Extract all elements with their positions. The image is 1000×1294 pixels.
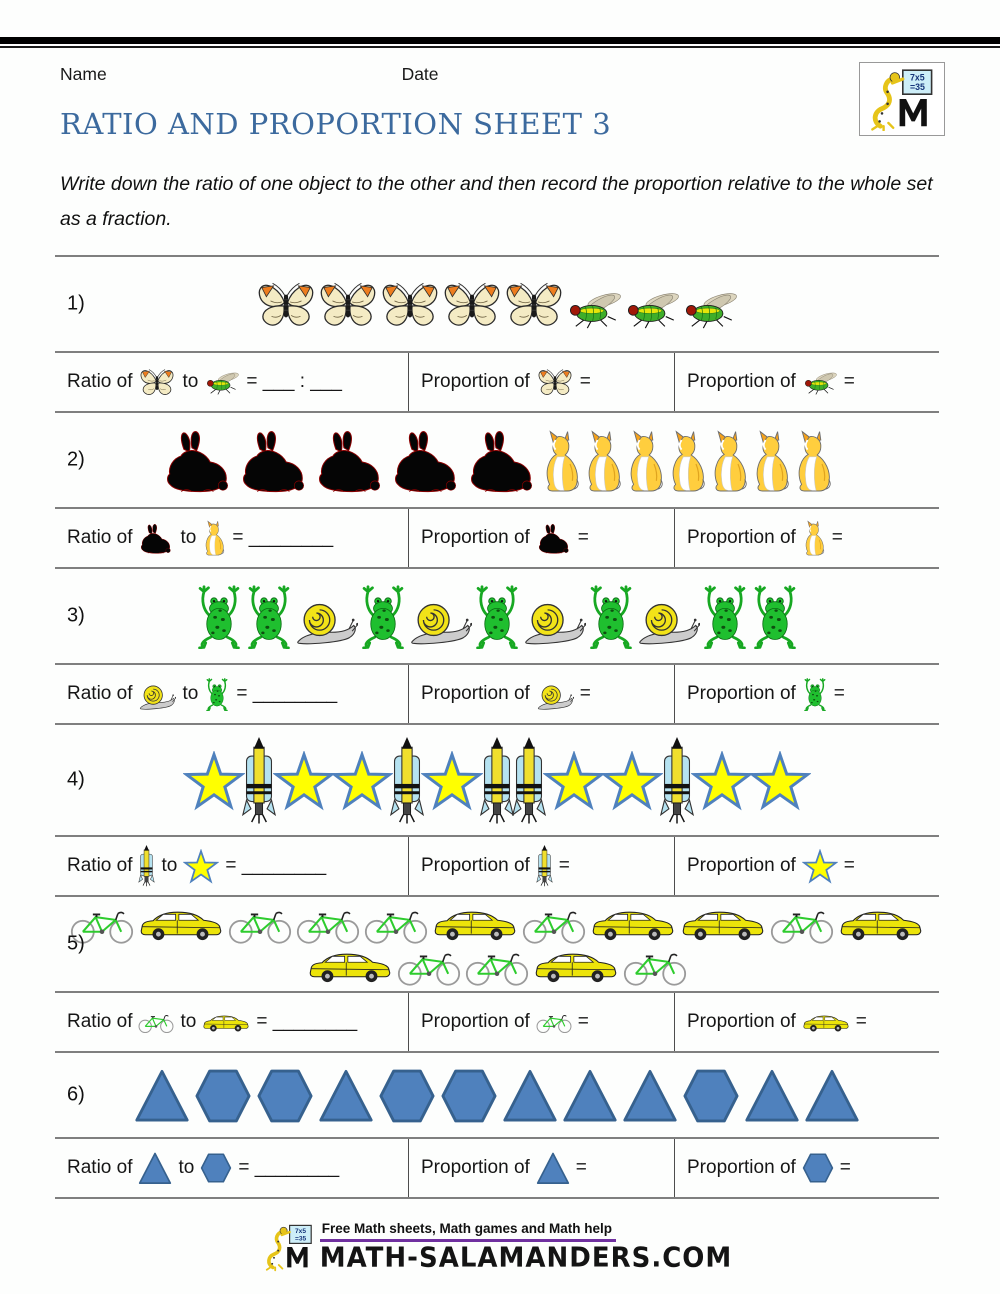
rocket-icon xyxy=(479,737,515,825)
proportion-equals: = xyxy=(558,855,570,877)
fly-icon xyxy=(681,289,739,329)
ratio-label: Ratio of xyxy=(67,855,133,877)
icon-line xyxy=(68,903,926,945)
rocket-icon xyxy=(138,845,155,887)
ratio-answer-blank: = ________ xyxy=(238,1157,340,1179)
star-icon xyxy=(601,751,663,811)
ratio-cell[interactable] xyxy=(55,665,408,723)
proportion-a-cell[interactable] xyxy=(408,509,674,567)
bike-icon xyxy=(770,903,834,945)
bike-icon xyxy=(138,1010,174,1034)
triangle-icon xyxy=(562,1067,618,1125)
triangle-icon xyxy=(804,1067,860,1125)
triangle-icon xyxy=(138,1151,172,1186)
ratio-answer-blank: = ________ xyxy=(225,855,327,877)
top-rule xyxy=(0,37,1000,48)
triangle-icon xyxy=(622,1067,678,1125)
object-set xyxy=(55,1053,939,1137)
rocket-icon xyxy=(389,737,425,825)
bike-icon xyxy=(364,903,428,945)
hexagon-icon xyxy=(378,1067,436,1125)
triangle-icon xyxy=(502,1067,558,1125)
rocket-icon xyxy=(511,737,547,825)
car-icon xyxy=(802,1012,850,1033)
ratio-cell[interactable] xyxy=(55,509,408,567)
proportion-label: Proportion of xyxy=(687,1157,796,1179)
site-logo xyxy=(859,62,945,136)
ratio-answer-blank: = ___ : ___ xyxy=(246,371,342,393)
fly-icon xyxy=(802,370,838,395)
car-icon xyxy=(432,905,518,943)
bike-icon xyxy=(536,1010,572,1034)
cat-icon xyxy=(666,428,708,494)
star-icon xyxy=(183,849,219,884)
object-set xyxy=(55,725,939,835)
proportion-equals: = xyxy=(577,527,589,549)
fly-icon xyxy=(565,289,623,329)
frog-icon xyxy=(586,585,636,649)
proportion-a-cell[interactable] xyxy=(408,353,674,411)
icon-line xyxy=(185,737,809,825)
proportion-label: Proportion of xyxy=(421,1157,530,1179)
rocket-icon xyxy=(536,845,553,887)
cat-icon xyxy=(540,428,582,494)
proportion-label: Proportion of xyxy=(421,527,530,549)
object-set xyxy=(55,569,939,663)
proportion-b-cell[interactable] xyxy=(674,837,939,895)
butterfly-icon xyxy=(317,279,379,331)
frog-icon xyxy=(802,678,828,711)
footer xyxy=(55,1221,939,1273)
ratio-label: Ratio of xyxy=(67,1157,133,1179)
problem-number: 5) xyxy=(67,932,85,955)
butterfly-icon xyxy=(441,279,503,331)
rabbit-icon xyxy=(464,429,540,493)
hexagon-icon xyxy=(682,1067,740,1125)
ratio-cell[interactable] xyxy=(55,1139,408,1197)
frog-icon xyxy=(750,585,800,649)
ratio-to-label: to xyxy=(182,371,199,393)
date-label: Date xyxy=(401,64,439,84)
ratio-cell[interactable] xyxy=(55,837,408,895)
fly-icon xyxy=(623,289,681,329)
object-set xyxy=(55,413,939,507)
proportion-label: Proportion of xyxy=(687,683,796,705)
star-icon xyxy=(691,751,753,811)
butterfly-icon xyxy=(503,279,565,331)
hexagon-icon xyxy=(802,1152,834,1184)
snail-icon xyxy=(522,601,586,647)
ratio-to-label: to xyxy=(161,855,178,877)
proportion-label: Proportion of xyxy=(421,1011,530,1033)
car-icon xyxy=(138,905,224,943)
bike-icon xyxy=(465,945,529,987)
ratio-label: Ratio of xyxy=(67,683,133,705)
rabbit-icon xyxy=(312,429,388,493)
answer-row xyxy=(55,1137,939,1199)
snail-icon xyxy=(636,601,700,647)
proportion-a-cell[interactable] xyxy=(408,1139,674,1197)
ratio-label: Ratio of xyxy=(67,1011,133,1033)
star-icon xyxy=(331,751,393,811)
ratio-to-label: to xyxy=(182,683,199,705)
triangle-icon xyxy=(744,1067,800,1125)
snail-icon xyxy=(408,601,472,647)
frog-icon xyxy=(194,585,244,649)
footer-tagline: Free Math sheets, Math games and Math help xyxy=(320,1221,616,1242)
star-icon xyxy=(421,751,483,811)
proportion-label: Proportion of xyxy=(687,1011,796,1033)
icon-line xyxy=(160,428,834,494)
star-icon xyxy=(802,849,838,884)
car-icon xyxy=(533,947,619,985)
problem-number: 1) xyxy=(67,292,85,315)
snail-icon xyxy=(536,684,574,711)
footer-site-name[interactable]: MATH-SALAMANDERS.COM xyxy=(319,1242,733,1274)
proportion-label: Proportion of xyxy=(687,527,796,549)
frog-icon xyxy=(700,585,750,649)
snail-icon xyxy=(294,601,358,647)
problem-number: 2) xyxy=(67,448,85,471)
problem-2 xyxy=(55,413,939,569)
answer-row xyxy=(55,507,939,569)
salamander-logo-icon xyxy=(262,1222,316,1272)
proportion-b-cell[interactable] xyxy=(674,993,939,1051)
butterfly-icon xyxy=(138,367,176,398)
rocket-icon xyxy=(659,737,695,825)
cat-icon xyxy=(624,428,666,494)
answer-row xyxy=(55,351,939,413)
object-set xyxy=(55,257,939,351)
frog-icon xyxy=(204,678,230,711)
cat-icon xyxy=(750,428,792,494)
problem-1 xyxy=(55,257,939,413)
hexagon-icon xyxy=(440,1067,498,1125)
proportion-equals: = xyxy=(839,1157,851,1179)
icon-line xyxy=(132,1067,862,1125)
car-icon xyxy=(202,1012,250,1033)
rabbit-icon xyxy=(138,523,174,554)
page-title: RATIO AND PROPORTION SHEET 3 xyxy=(60,107,612,141)
car-icon xyxy=(590,905,676,943)
ratio-cell[interactable] xyxy=(55,993,408,1051)
cat-icon xyxy=(202,519,226,557)
fly-icon xyxy=(204,370,240,395)
frog-icon xyxy=(358,585,408,649)
name-label: Name xyxy=(60,64,107,84)
problem-number: 4) xyxy=(67,768,85,791)
answer-row xyxy=(55,835,939,897)
snail-icon xyxy=(138,684,176,711)
instructions-text: Write down the ratio of one object to the other and then record the proportion relative to the whole set as a fraction. xyxy=(60,173,933,231)
proportion-b-cell[interactable] xyxy=(674,665,939,723)
rabbit-icon xyxy=(236,429,312,493)
salamander-logo-icon xyxy=(864,67,940,131)
icon-line xyxy=(194,585,800,649)
proportion-b-cell[interactable] xyxy=(674,353,939,411)
proportion-label: Proportion of xyxy=(687,855,796,877)
bike-icon xyxy=(228,903,292,945)
proportion-equals: = xyxy=(855,1011,867,1033)
proportion-equals: = xyxy=(577,1011,589,1033)
proportion-equals: = xyxy=(833,683,845,705)
ratio-to-label: to xyxy=(178,1157,195,1179)
car-icon xyxy=(838,905,924,943)
cat-icon xyxy=(582,428,624,494)
ratio-cell[interactable] xyxy=(55,353,408,411)
ratio-label: Ratio of xyxy=(67,527,133,549)
star-icon xyxy=(183,751,245,811)
triangle-icon xyxy=(536,1151,570,1186)
hexagon-icon xyxy=(256,1067,314,1125)
proportion-equals: = xyxy=(843,855,855,877)
rocket-icon xyxy=(241,737,277,825)
problems-container xyxy=(55,255,939,1273)
frog-icon xyxy=(244,585,294,649)
proportion-equals: = xyxy=(579,683,591,705)
bike-icon xyxy=(522,903,586,945)
frog-icon xyxy=(472,585,522,649)
butterfly-icon xyxy=(536,367,574,398)
proportion-b-cell[interactable] xyxy=(674,1139,939,1197)
object-set xyxy=(55,897,939,991)
ratio-answer-blank: = ________ xyxy=(256,1011,358,1033)
cat-icon xyxy=(792,428,834,494)
proportion-label: Proportion of xyxy=(421,855,530,877)
problem-4 xyxy=(55,725,939,897)
butterfly-icon xyxy=(379,279,441,331)
proportion-equals: = xyxy=(831,527,843,549)
problem-number: 3) xyxy=(67,604,85,627)
bike-icon xyxy=(623,945,687,987)
problem-number: 6) xyxy=(67,1083,85,1106)
answer-row xyxy=(55,663,939,725)
proportion-label: Proportion of xyxy=(421,683,530,705)
star-icon xyxy=(749,751,811,811)
answer-row xyxy=(55,991,939,1053)
proportion-a-cell[interactable] xyxy=(408,993,674,1051)
proportion-equals: = xyxy=(579,371,591,393)
rabbit-icon xyxy=(536,523,572,554)
cat-icon xyxy=(708,428,750,494)
hexagon-icon xyxy=(194,1067,252,1125)
triangle-icon xyxy=(318,1067,374,1125)
hexagon-icon xyxy=(200,1152,232,1184)
car-icon xyxy=(307,947,393,985)
proportion-label: Proportion of xyxy=(421,371,530,393)
bike-icon xyxy=(296,903,360,945)
icon-line xyxy=(255,279,739,331)
cat-icon xyxy=(802,519,826,557)
star-icon xyxy=(273,751,335,811)
bike-icon xyxy=(397,945,461,987)
problem-5 xyxy=(55,897,939,1053)
proportion-a-cell[interactable] xyxy=(408,837,674,895)
proportion-equals: = xyxy=(843,371,855,393)
proportion-a-cell[interactable] xyxy=(408,665,674,723)
problem-6 xyxy=(55,1053,939,1199)
car-icon xyxy=(680,905,766,943)
butterfly-icon xyxy=(255,279,317,331)
rabbit-icon xyxy=(388,429,464,493)
rabbit-icon xyxy=(160,429,236,493)
star-icon xyxy=(543,751,605,811)
ratio-to-label: to xyxy=(180,1011,197,1033)
problem-3 xyxy=(55,569,939,725)
proportion-b-cell[interactable] xyxy=(674,509,939,567)
proportion-label: Proportion of xyxy=(687,371,796,393)
triangle-icon xyxy=(134,1067,190,1125)
proportion-equals: = xyxy=(575,1157,587,1179)
ratio-answer-blank: = ________ xyxy=(232,527,334,549)
icon-line xyxy=(305,945,689,987)
ratio-answer-blank: = ________ xyxy=(236,683,338,705)
ratio-label: Ratio of xyxy=(67,371,133,393)
ratio-to-label: to xyxy=(180,527,197,549)
